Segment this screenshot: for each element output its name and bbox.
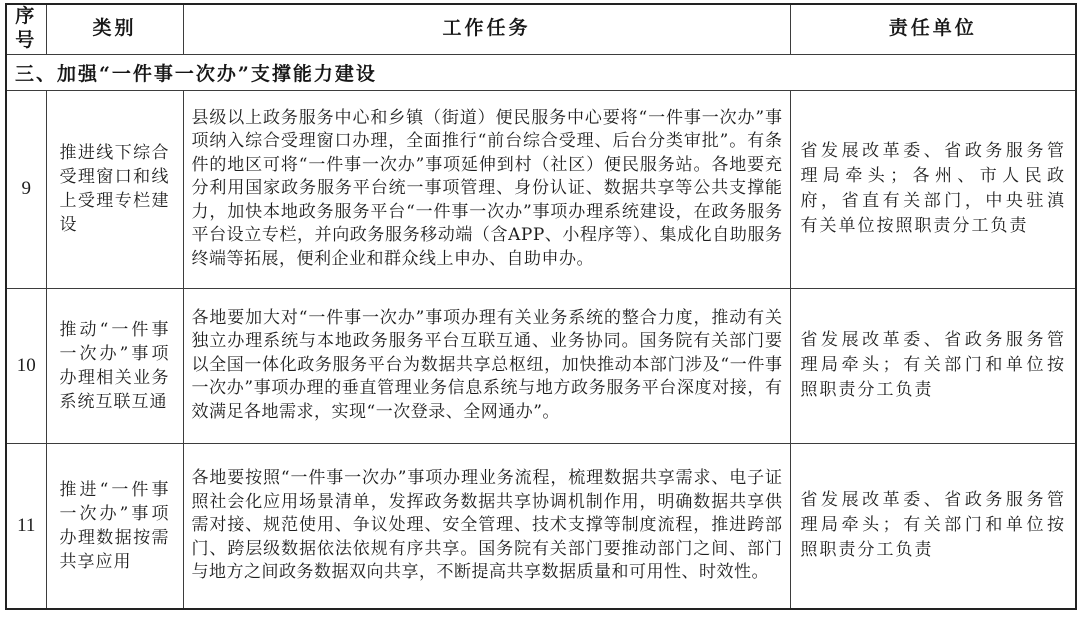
row-number: 11 — [6, 443, 46, 609]
column-header-unit: 责任单位 — [790, 4, 1076, 54]
unit-cell: 省发展改革委、省政务服务管理局牵头；有关部门和单位按照职责分工负责 — [790, 288, 1076, 443]
table-row — [6, 90, 1076, 288]
work-task-table — [5, 3, 1077, 610]
table-row — [6, 288, 1076, 443]
unit-cell: 省发展改革委、省政务服务管理局牵头；各州、市人民政府，省直有关部门，中央驻滇有关单位按照职责分工负责 — [790, 90, 1076, 288]
task-cell: 县级以上政务服务中心和乡镇（街道）便民服务中心要将“一件事一次办”事项纳入综合受理窗口办理，全面推行“前台综合受理、后台分类审批”。有条件的地区可将“一件事一次办”事项延伸到村（社区）便民服务站。各地要充分利用国家政务服务平台统一事项管理、身份认证、数据共享等公共支撑能力，加快本地政务服务平台“一件事一次办”事项办理系统建设，在政务服务平台设立专栏，并向政务服务移动端（含APP、小程序等）、集成化自助服务终端等拓展，便利企业和群众线上申办、自助申办。 — [183, 90, 790, 288]
category-cell: 推动“一件事一次办”事项办理相关业务系统互联互通 — [46, 288, 183, 443]
table-header-row — [6, 4, 1076, 54]
category-cell: 推进线下综合受理窗口和线上受理专栏建设 — [46, 90, 183, 288]
column-header-task: 工作任务 — [183, 4, 790, 54]
column-header-category: 类别 — [46, 4, 183, 54]
unit-cell: 省发展改革委、省政务服务管理局牵头；有关部门和单位按照职责分工负责 — [790, 443, 1076, 609]
row-number: 9 — [6, 90, 46, 288]
category-cell: 推进“一件事一次办”事项办理数据按需共享应用 — [46, 443, 183, 609]
section-title: 三、加强“一件事一次办”支撑能力建设 — [6, 54, 1076, 90]
table-row — [6, 443, 1076, 609]
row-number: 10 — [6, 288, 46, 443]
column-header-number: 序号 — [6, 4, 46, 54]
task-cell: 各地要按照“一件事一次办”事项办理业务流程，梳理数据共享需求、电子证照社会化应用场景清单，发挥政务数据共享协调机制作用，明确数据共享供需对接、规范使用、争议处理、安全管理、技术支撑等制度流程，推进跨部门、跨层级数据依法依规有序共享。国务院有关部门要推动部门之间、部门与地方之间政务数据双向共享，不断提高共享数据质量和可用性、时效性。 — [183, 443, 790, 609]
section-header-row — [6, 54, 1076, 90]
task-cell: 各地要加大对“一件事一次办”事项办理有关业务系统的整合力度，推动有关独立办理系统与本地政务服务平台互联互通、业务协同。国务院有关部门要以全国一体化政务服务平台为数据共享总枢纽，加快推动本部门涉及“一件事一次办”事项办理的垂直管理业务信息系统与地方政务服务平台深度对接，有效满足各地需求，实现“一次登录、全网通办”。 — [183, 288, 790, 443]
